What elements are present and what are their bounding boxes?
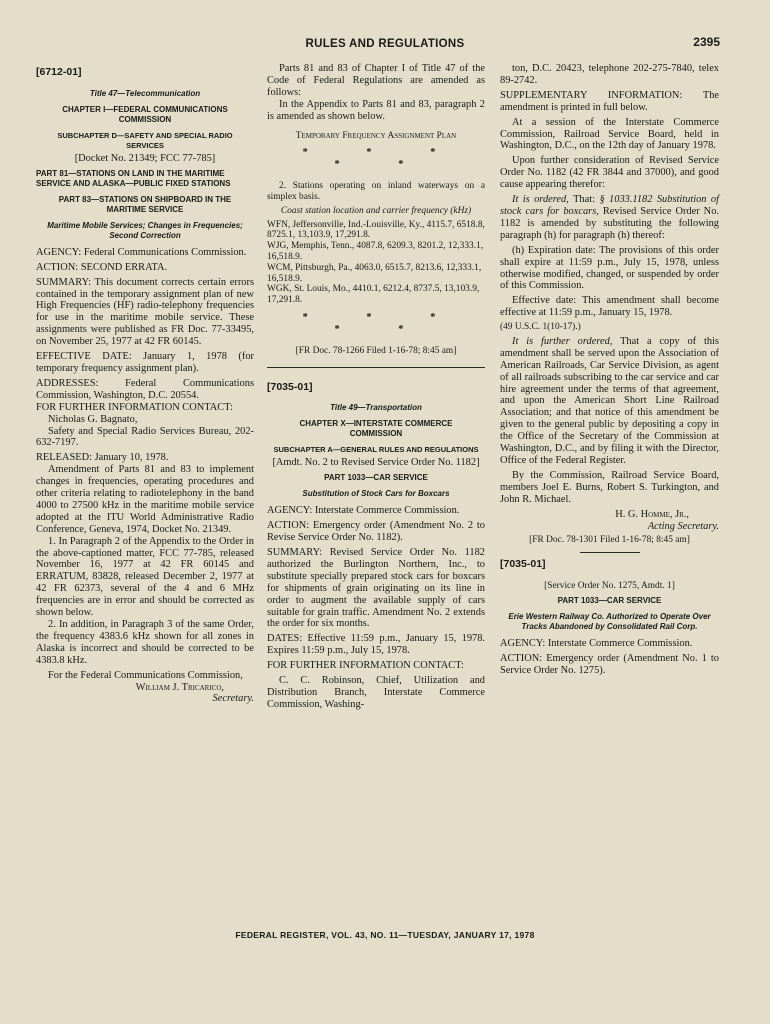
agency-3: AGENCY: Interstate Commerce Commission.: [500, 637, 693, 649]
contact-2: C. C. Robinson, Chief, Utilization and Distribution Branch, Interstate Commerce Commission, Washing-: [267, 675, 485, 710]
column-1: [36, 63, 254, 708]
action-2: ACTION: Emergency order (Amendment No. 2 to Revise Service Order No. 1182).: [267, 520, 485, 544]
agency: AGENCY: Federal Communications Commission.: [36, 246, 247, 258]
effective-paragraph: Effective date: This amendment shall become effective at 11:59 p.m., January 15, 1978.: [500, 295, 719, 319]
closing-line: For the Federal Communications Commission,: [48, 669, 243, 681]
part-heading-3: PART 1033—CAR SERVICE: [557, 595, 662, 605]
further-order-body: That a copy of this amendment shall be served upon the Association of American Railroads, Car Service Division, as agent of all railroads subscribing to the car service and car hire agreement under the terms of that agreement, and upon the American Short Line Railroad Association; and that notice of this amendment be given to the general public by depositing a copy in the Office of the Secretary of the Commission at Washington, D.C., and by filing it with the Director, Office of the Federal Register.: [500, 335, 719, 466]
subchapter-heading-2: SUBCHAPTER A—GENERAL RULES AND REGULATIONS: [273, 445, 479, 455]
action: ACTION: SECOND ERRATA.: [36, 261, 168, 273]
by-commission: By the Commission, Railroad Service Board, members Joel E. Burns, Robert S. Turkington, and John R. Michael.: [500, 469, 719, 505]
signer-title: Secretary.: [212, 693, 254, 705]
ellipsis-stars-2: * * * * *: [302, 311, 464, 335]
signer-title-2: Acting Secretary.: [647, 520, 719, 532]
station-wjg: WJG, Memphis, Tenn., 4087.8, 6209.3, 8201.2, 12,333.1, 16,518.9.: [267, 241, 484, 262]
addresses: ADDRESSES: Federal Communications Commission, Washington, D.C. 20554.: [36, 377, 254, 401]
short-divider: [580, 552, 640, 553]
item-2: 2. Stations operating on inland waterways on a simplex basis.: [267, 181, 485, 202]
correction-paragraph-1: 1. In Paragraph 2 of the Appendix to the Order in the above-captioned matter, FCC 77-785, released November 16, 1977 at 42 FR 60145 and ERRATUM, 83828, released December 2, 1977 at 42 FR 62373, several of the 4 and 6 MHz frequencies are in error and should be corrected as shown below.: [36, 535, 254, 619]
order-section: § 1033.1182 Substitution of stock cars for boxcars,: [500, 194, 720, 217]
further-order-lead: It is further ordered,: [512, 335, 613, 347]
docket-number: [Docket No. 21349; FCC 77-785]: [74, 152, 216, 164]
contact-continued: ton, D.C. 20423, telephone 202-275-7840, telex 89-2742.: [500, 63, 719, 86]
subchapter-heading: SUBCHAPTER D—SAFETY AND SPECIAL RADIO SERVICES: [57, 130, 233, 150]
doc-id-2: [7035-01]: [267, 380, 313, 393]
fr-doc-note-2: [FR Doc. 78-1301 Filed 1-16-78; 8:45 am]: [529, 535, 690, 546]
amendment-paragraph: Amendment of Parts 81 and 83 to implement changes in frequencies, operating procedures and other criteria relating to radiotelephony in the band 4000 to 27500 kHz in the maritime mobile service adopted at the ITU World Administrative Radio Conference, Geneva, 1974, Docket No. 21349.: [36, 464, 254, 535]
page-number: 2395: [693, 35, 720, 49]
usc-citation: (49 U.S.C. 1(10-17).): [500, 322, 581, 333]
subject-heading: Maritime Mobile Services; Changes in Frequencies; Second Correction: [47, 220, 243, 240]
released: RELEASED: January 10, 1978.: [36, 452, 169, 464]
intro-paragraph-2: In the Appendix to Parts 81 and 83, paragraph 2 is amended as shown below.: [267, 98, 485, 122]
further-info-label: FOR FURTHER INFORMATION CONTACT:: [36, 401, 233, 413]
order-body: Revised Service Order No. 1182 is amended by substituting the following paragraph (h) for paragraph (h) thereof:: [500, 205, 719, 241]
consideration-paragraph: Upon further consideration of Revised Service Order No. 1182 (42 FR 3844 and 37000), and good cause appearing therefor:: [500, 155, 719, 191]
further-info-label-2: FOR FURTHER INFORMATION CONTACT:: [267, 660, 464, 672]
chapter-heading: CHAPTER I—FEDERAL COMMUNICATIONS COMMISSION: [62, 104, 228, 124]
expiration-paragraph: (h) Expiration date: The provisions of this order shall expire at 11:59 p.m., July 15, 1978, unless otherwise modified, changed, or suspended by order of this Commission.: [500, 244, 719, 292]
page-footer: FEDERAL REGISTER, VOL. 43, NO. 11—TUESDAY, JANUARY 17, 1978: [235, 930, 535, 940]
effective-date: EFFECTIVE DATE: January 1, 1978 (for temporary frequency assignment plan).: [36, 351, 254, 374]
summary: SUMMARY: This document corrects certain errors contained in the temporary assignment plan of new High Frequencies (HF) radio-telephony frequencies for use in the maritime mobile service. These assignments were published as FR Doc. 77-33495, on November 25, 1977 at 42 FR 60145.: [36, 276, 254, 348]
column-2: [267, 63, 485, 714]
supplementary-info: SUPPLEMENTARY INFORMATION: The amendment is printed in full below.: [500, 89, 719, 113]
plan-title: Temporary Frequency Assignment Plan: [295, 130, 457, 141]
title-heading: Title 47—Telecommunication: [89, 88, 201, 98]
station-wcm: WCM, Pittsburgh, Pa., 4063.0, 6515.7, 8213.6, 12,333.1, 16,518.9.: [267, 262, 482, 284]
order-paragraph: [500, 194, 719, 242]
coast-station-heading: Coast station location and carrier frequency (kHz): [280, 205, 472, 216]
correction-paragraph-2: 2. In addition, in Paragraph 3 of the same Order, the frequency 4383.6 kHz shown for all zones in Alaska is incorrect and should be corrected to be 4383.8 kHz.: [36, 619, 254, 666]
part-heading-2: PART 1033—CAR SERVICE: [324, 473, 428, 483]
title-heading-2: Title 49—Transportation: [330, 403, 422, 413]
agency-2: AGENCY: Interstate Commerce Commission.: [267, 505, 460, 517]
section-divider: [267, 367, 485, 368]
column-3: [500, 63, 719, 680]
intro-paragraph: Parts 81 and 83 of Chapter I of Title 47 of the Code of Federal Regulations are amended as follows:: [267, 63, 485, 98]
ellipsis-stars: * * * * *: [302, 147, 464, 171]
service-order-number: [Service Order No. 1275, Amdt. 1]: [544, 581, 675, 592]
dates: DATES: Effective 11:59 p.m., January 15, 1978. Expires 11:59 p.m., July 15, 1978.: [267, 633, 485, 657]
station-wfn: WFN, Jeffersonville, Ind.-Louisville, Ky., 4115.7, 6518.8, 8725.1, 13,103.9, 17,291.8.: [267, 219, 485, 241]
doc-id-3: [7035-01]: [500, 558, 546, 571]
session-paragraph: At a session of the Interstate Commerce Commission, Railroad Service Board, held in Washington, D.C., on the 12th day of January 1978.: [500, 116, 719, 152]
amendment-number: [Amdt. No. 2 to Revised Service Order No. 1182]: [272, 457, 480, 469]
signer-name: William J. Tricarico,: [135, 681, 224, 693]
subject-heading-3: Erie Western Railway Co. Authorized to Operate Over Tracks Abandoned by Consolidated Rail Corp.: [508, 611, 711, 631]
subject-heading-2: Substitution of Stock Cars for Boxcars: [302, 489, 450, 499]
order-that: That:: [573, 194, 600, 206]
fr-doc-note: [FR Doc. 78-1266 Filed 1-16-78; 8:45 am]: [295, 345, 457, 356]
order-lead: It is ordered,: [512, 194, 569, 206]
doc-id: [6712-01]: [36, 66, 82, 78]
part-81-heading: PART 81—STATIONS ON LAND IN THE MARITIME SERVICE AND ALASKA—PUBLIC FIXED STATIONS: [36, 168, 231, 188]
contact-office: Safety and Special Radio Services Bureau, 202-632-7197.: [36, 425, 254, 449]
signer-name-2: H. G. Homme, Jr.,: [615, 508, 689, 520]
further-order-paragraph: [500, 336, 719, 467]
station-wgk: WGK, St. Louis, Mo., 4410.1, 6212.4, 8737.5, 13,103.9, 17,291.8.: [267, 284, 480, 306]
contact-name: Nicholas G. Bagnato,: [48, 413, 138, 425]
action-3: ACTION: Emergency order (Amendment No. 1 to Service Order No. 1275).: [500, 652, 719, 676]
summary-2: SUMMARY: Revised Service Order No. 1182 authorized the Burlington Northern, Inc., to substitute specially prepared stock cars for boxcars for shipments of grain originating on its line in order to augment the available supply of cars suitable for grain traffic. Amendment No. 2 extends the order for six months.: [267, 547, 485, 630]
running-head: RULES AND REGULATIONS: [305, 38, 465, 50]
part-83-heading: PART 83—STATIONS ON SHIPBOARD IN THE MARITIME SERVICE: [58, 194, 232, 214]
chapter-heading-2: CHAPTER X—INTERSTATE COMMERCE COMMISSION: [299, 419, 453, 439]
